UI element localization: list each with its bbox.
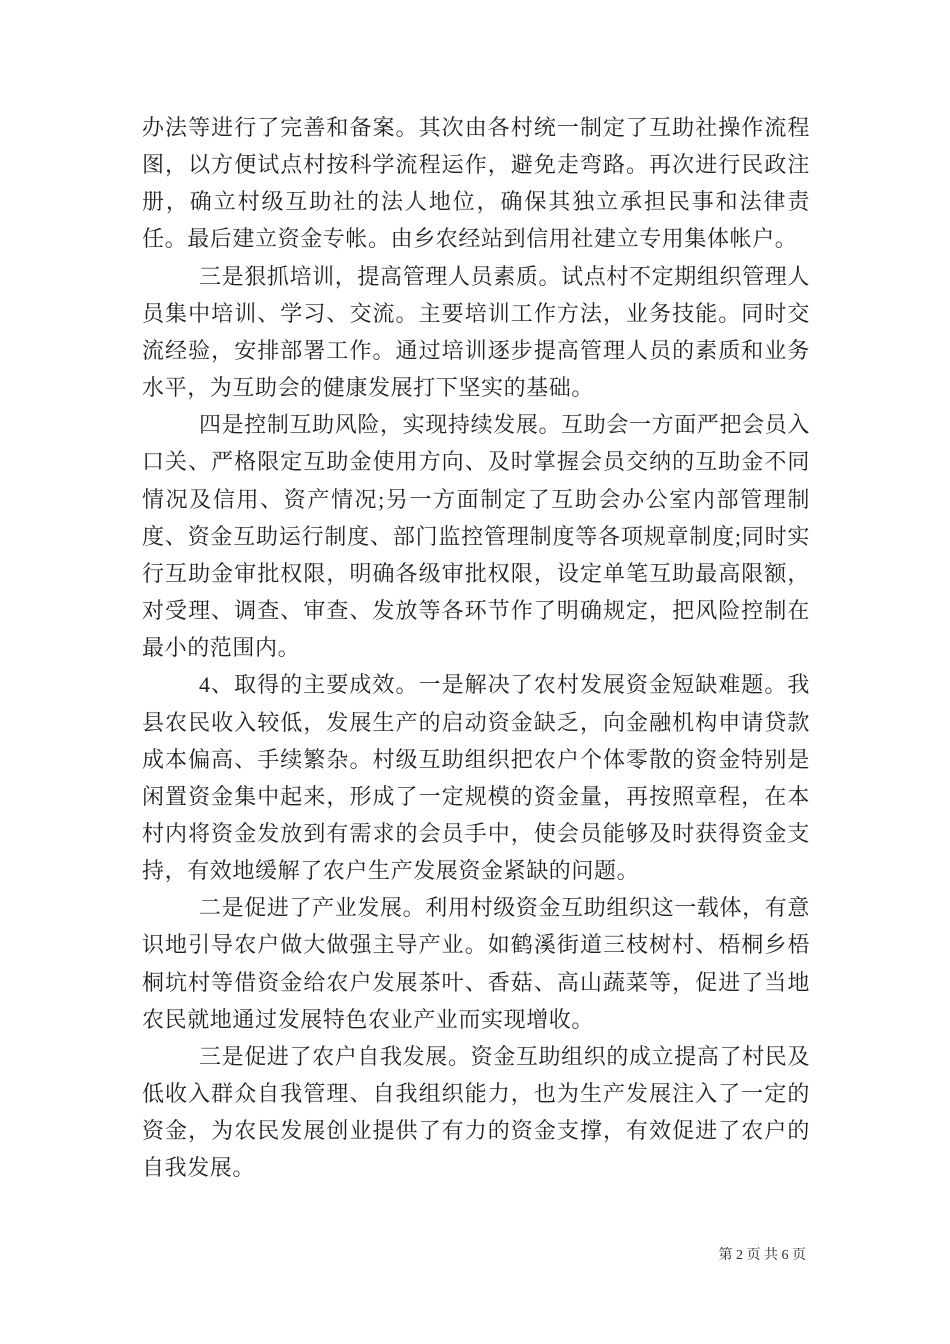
page-number-footer <box>719 1247 807 1265</box>
paragraph: 4、取得的主要成效。一是解决了农村发展资金短缺难题。我县农民收入较低，发展生产的启动资金缺乏，向金融机构申请贷款成本偏高、手续繁杂。村级互助组织把农户个体零散的资金特别是闲置资金集中起来，形成了一定规模的资金量，再按照章程，在本村内将资金发放到有需求的会员手中，使会员能够及时获得资金支持，有效地缓解了农户生产发展资金紧缺的问题。 <box>142 672 810 884</box>
paragraph: 三是狠抓培训，提高管理人员素质。试点村不定期组织管理人员集中培训、学习、交流。主要培训工作方法，业务技能。同时交流经验，安排部署工作。通过培训逐步提高管理人员的素质和业务水平，为互助会的健康发展打下坚实的基础。 <box>142 263 810 401</box>
paragraph: 办法等进行了完善和备案。其次由各村统一制定了互助社操作流程图，以方便试点村按科学流程运作，避免走弯路。再次进行民政注册，确立村级互助社的法人地位，确保其独立承担民事和法律责任。最后建立资金专帐。由乡农经站到信用社建立专用集体帐户。 <box>142 115 810 252</box>
document-body <box>142 109 810 1187</box>
page-number-label: 第 2 页 共 6 页 <box>718 1248 806 1263</box>
paragraph: 二是促进了产业发展。利用村级资金互助组织这一载体，有意识地引导农户做大做强主导产业。如鹤溪街道三枝树村、梧桐乡梧桐坑村等借资金给农户发展茶叶、香菇、高山蔬菜等，促进了当地农民就地通过发展特色农业产业而实现增收。 <box>142 895 810 1032</box>
paragraph: 三是促进了农户自我发展。资金互助组织的成立提高了村民及低收入群众自我管理、自我组织能力，也为生产发展注入了一定的资金，为农民发展创业提供了有力的资金支撑，有效促进了农户的自我发展。 <box>142 1043 810 1181</box>
paragraph: 四是控制互助风险，实现持续发展。互助会一方面严把会员入口关、严格限定互助金使用方向、及时掌握会员交纳的互助金不同情况及信用、资产情况;另一方面制定了互助会办公室内部管理制度、资金互助运行制度、部门监控管理制度等各项规章制度;同时实行互助金审批权限，明确各级审批权限，设定单笔互助最高限额，对受理、调查、审查、发放等各环节作了明确规定，把风险控制在最小的范围内。 <box>142 412 810 661</box>
